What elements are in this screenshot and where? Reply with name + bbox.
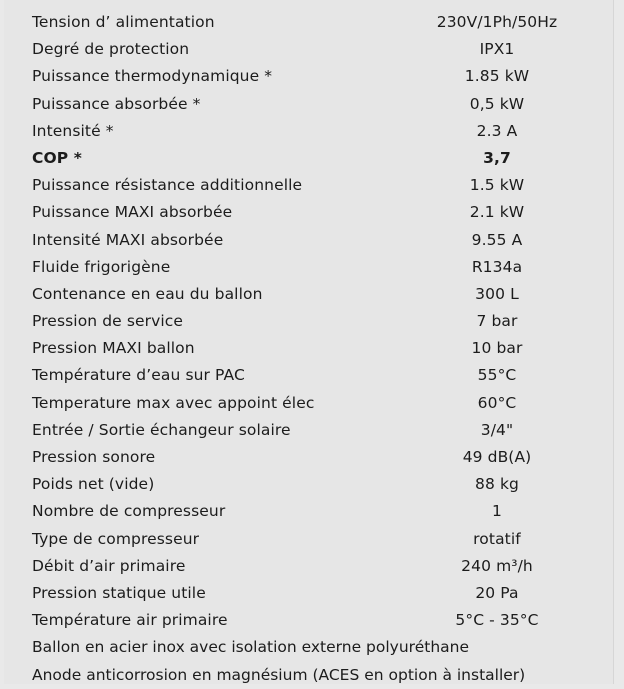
spec-note-anode: Anode anticorrosion en magnésium (ACES en option à installer) [32, 665, 526, 684]
spec-value: 7 bar [476, 312, 518, 331]
spec-note-ballon: Ballon en acier inox avec isolation externe polyuréthane [32, 638, 469, 657]
spec-row-contenance [32, 281, 592, 308]
spec-value: R134a [471, 257, 523, 276]
spec-value: 55°C [477, 366, 517, 385]
spec-label: Température d’eau sur PAC [32, 366, 245, 385]
spec-value: 9.55 A [471, 230, 523, 249]
spec-value: 49 dB(A) [462, 448, 532, 466]
spec-label: Contenance en eau du ballon [32, 284, 263, 303]
spec-table [32, 9, 592, 689]
spec-row-protection [32, 36, 592, 63]
spec-row-temperature-air [32, 607, 592, 634]
spec-value: 300 L [475, 284, 519, 303]
spec-row-pression-sonore [32, 444, 592, 471]
spec-label: Puissance thermodynamique * [32, 67, 273, 86]
spec-row-intensite [32, 118, 592, 145]
spec-row-pression-service [32, 308, 592, 335]
spec-label: Pression sonore [32, 448, 156, 466]
spec-row-puissance-absorbee [32, 91, 592, 118]
spec-label: Pression de service [32, 312, 184, 331]
spec-row-fluide [32, 254, 592, 281]
spec-row-intensite-maxi [32, 227, 592, 254]
spec-value: rotatif [473, 529, 521, 548]
spec-label: Degré de protection [32, 40, 190, 59]
spec-label: Type de compresseur [32, 529, 200, 548]
spec-label: COP * [32, 148, 82, 167]
spec-row-puissance-thermo [32, 63, 592, 90]
spec-value: 5°C - 35°C [455, 611, 539, 630]
spec-label: Puissance MAXI absorbée [32, 203, 233, 222]
spec-value: 240 m³/h [461, 556, 533, 575]
spec-value: 60°C [477, 393, 517, 412]
spec-row-temperature-max [32, 390, 592, 417]
spec-row-poids [32, 471, 592, 498]
spec-label: Nombre de compresseur [32, 502, 226, 521]
spec-row-tension [32, 9, 592, 36]
spec-label: Pression MAXI ballon [32, 339, 195, 358]
spec-value: 1.85 kW [464, 67, 530, 86]
spec-value: 2.1 kW [469, 203, 525, 222]
spec-sheet-panel [4, 0, 614, 684]
spec-row-cop [32, 145, 592, 172]
spec-label: Poids net (vide) [32, 475, 155, 494]
spec-label: Température air primaire [32, 611, 228, 630]
spec-row-type-compresseur [32, 526, 592, 553]
spec-label: Intensité MAXI absorbée [32, 230, 224, 249]
spec-value: 20 Pa [475, 583, 519, 602]
spec-label: Tension d’ alimentation [32, 13, 215, 31]
spec-value: IPX1 [479, 40, 515, 59]
spec-label: Intensité * [32, 121, 114, 140]
spec-row-resistance [32, 172, 592, 199]
spec-value: 3/4" [480, 420, 514, 439]
spec-label: Fluide frigorigène [32, 257, 171, 276]
spec-value: 0,5 kW [469, 94, 525, 113]
spec-label: Puissance absorbée * [32, 94, 201, 113]
spec-value: 3,7 [483, 148, 511, 167]
spec-row-puissance-maxi [32, 199, 592, 226]
spec-row-debit-air [32, 553, 592, 580]
spec-row-echangeur [32, 417, 592, 444]
spec-row-nombre-compresseur [32, 498, 592, 525]
spec-value: 230V/1Ph/50Hz [436, 13, 558, 31]
spec-label: Pression statique utile [32, 583, 206, 602]
spec-value: 1 [492, 502, 502, 521]
spec-value: 88 kg [475, 475, 519, 494]
spec-row-pression-statique [32, 580, 592, 607]
spec-label: Temperature max avec appoint élec [32, 393, 315, 412]
spec-value: 1.5 kW [469, 176, 525, 195]
spec-value: 10 bar [471, 339, 523, 358]
spec-label: Débit d’air primaire [32, 556, 186, 575]
spec-label: Puissance résistance additionnelle [32, 176, 303, 195]
spec-row-pression-maxi [32, 335, 592, 362]
spec-label: Entrée / Sortie échangeur solaire [32, 420, 291, 439]
spec-row-temperature-eau [32, 362, 592, 389]
spec-value: 2.3 A [476, 121, 518, 140]
